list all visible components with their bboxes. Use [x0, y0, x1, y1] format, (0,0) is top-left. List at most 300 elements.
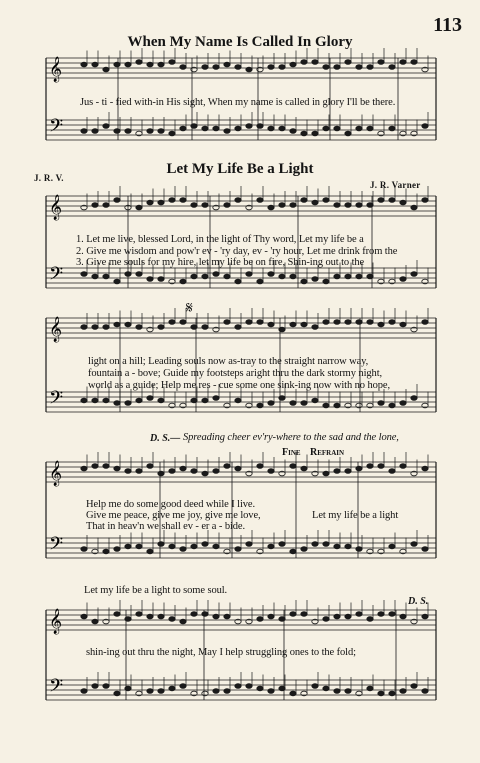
- clef-symbol: 𝄢: [49, 116, 64, 141]
- note-head: [345, 203, 351, 208]
- note-head: [81, 325, 87, 330]
- note-head: [389, 469, 395, 474]
- note-head: [290, 464, 296, 469]
- note-head: [268, 272, 274, 277]
- note-head: [213, 126, 219, 131]
- note-head: [301, 466, 307, 471]
- note-head: [213, 469, 219, 474]
- note-head: [422, 689, 428, 694]
- note-head: [334, 274, 340, 279]
- note-head: [114, 466, 120, 471]
- note-head: [224, 62, 230, 67]
- clef-symbol: 𝄢: [49, 534, 64, 559]
- note-head: [367, 686, 373, 691]
- note-head: [213, 614, 219, 619]
- note-head: [246, 124, 252, 129]
- note-head: [92, 684, 98, 689]
- note-head: [268, 65, 274, 70]
- note-head: [400, 401, 406, 406]
- note-head: [81, 398, 87, 403]
- note-head: [136, 60, 142, 65]
- note-head: [103, 684, 109, 689]
- note-head: [290, 401, 296, 406]
- note-head: [257, 124, 263, 129]
- note-head: [323, 403, 329, 408]
- note-head: [202, 126, 208, 131]
- note-head: [367, 617, 373, 622]
- note-head: [92, 274, 98, 279]
- hymn-title-when-my-name: When My Name Is Called In Glory: [127, 34, 353, 50]
- note-head: [136, 544, 142, 549]
- note-head: [136, 272, 142, 277]
- note-head: [147, 129, 153, 134]
- ds-line: Spreading cheer ev'ry-where to the sad and the lone,: [183, 432, 399, 443]
- note-head: [257, 617, 263, 622]
- note-head: [125, 469, 131, 474]
- note-head: [136, 398, 142, 403]
- note-head: [411, 272, 417, 277]
- note-head: [202, 65, 208, 70]
- note-head: [169, 617, 175, 622]
- note-head: [312, 60, 318, 65]
- note-head: [191, 398, 197, 403]
- note-head: [378, 401, 384, 406]
- page-number: 113: [433, 14, 462, 36]
- note-head: [169, 198, 175, 203]
- note-head: [213, 272, 219, 277]
- note-head: [334, 689, 340, 694]
- note-head: [169, 544, 175, 549]
- note-head: [158, 129, 164, 134]
- note-head: [202, 398, 208, 403]
- note-head: [202, 542, 208, 547]
- verse-line: Give me peace, give me joy, give me love,: [86, 510, 261, 521]
- note-head: [246, 67, 252, 72]
- note-head: [180, 279, 186, 284]
- note-head: [411, 684, 417, 689]
- note-head: [125, 322, 131, 327]
- note-head: [356, 612, 362, 617]
- note-head: [257, 279, 263, 284]
- note-head: [389, 126, 395, 131]
- note-head: [356, 547, 362, 552]
- note-head: [345, 544, 351, 549]
- note-head: [114, 401, 120, 406]
- clef-symbol: 𝄢: [49, 388, 64, 413]
- note-head: [235, 279, 241, 284]
- refrain-line: Let my life be a light: [312, 510, 399, 521]
- note-head: [334, 469, 340, 474]
- note-head: [180, 466, 186, 471]
- note-head: [169, 320, 175, 325]
- note-head: [180, 547, 186, 552]
- verse-line: 1. Let me live, blessed Lord, in the light of Thy word, Let my life be a: [76, 234, 364, 245]
- note-head: [147, 200, 153, 205]
- note-head: [147, 62, 153, 67]
- note-head: [191, 203, 197, 208]
- note-head: [422, 466, 428, 471]
- note-head: [389, 198, 395, 203]
- note-head: [180, 198, 186, 203]
- note-head: [356, 203, 362, 208]
- note-head: [268, 689, 274, 694]
- note-head: [125, 129, 131, 134]
- clef-symbol: 𝄞: [49, 317, 63, 342]
- refrain-line-bass: Let my life be a light to some soul.: [84, 585, 228, 596]
- note-head: [345, 131, 351, 136]
- note-head: [125, 272, 131, 277]
- note-head: [114, 62, 120, 67]
- note-head: [323, 320, 329, 325]
- note-head: [114, 129, 120, 134]
- verse-line: Help me do some good deed while I live.: [86, 499, 256, 510]
- note-head: [279, 65, 285, 70]
- note-head: [125, 617, 131, 622]
- note-head: [213, 689, 219, 694]
- note-head: [268, 544, 274, 549]
- note-head: [224, 320, 230, 325]
- clef-symbol: 𝄞: [49, 609, 63, 634]
- note-head: [235, 547, 241, 552]
- note-head: [323, 65, 329, 70]
- note-head: [345, 274, 351, 279]
- note-head: [323, 279, 329, 284]
- note-head: [147, 549, 153, 554]
- note-head: [400, 60, 406, 65]
- note-head: [224, 689, 230, 694]
- fine-mark: Fine: [282, 447, 301, 458]
- note-head: [246, 272, 252, 277]
- note-head: [290, 129, 296, 134]
- note-head: [257, 464, 263, 469]
- note-head: [290, 203, 296, 208]
- note-head: [279, 396, 285, 401]
- note-head: [191, 325, 197, 330]
- note-head: [191, 612, 197, 617]
- clef-symbol: 𝄢: [49, 264, 64, 289]
- note-head: [81, 62, 87, 67]
- note-head: [301, 401, 307, 406]
- note-head: [92, 129, 98, 134]
- note-head: [290, 62, 296, 67]
- note-head: [268, 126, 274, 131]
- note-head: [180, 126, 186, 131]
- note-head: [103, 67, 109, 72]
- note-head: [312, 325, 318, 330]
- note-head: [323, 617, 329, 622]
- note-head: [147, 277, 153, 282]
- note-head: [400, 322, 406, 327]
- note-head: [147, 689, 153, 694]
- note-head: [158, 277, 164, 282]
- note-head: [180, 65, 186, 70]
- note-head: [257, 320, 263, 325]
- note-head: [191, 544, 197, 549]
- note-head: [323, 126, 329, 131]
- note-head: [400, 277, 406, 282]
- note-head: [235, 325, 241, 330]
- hymn1-lyric: Jus - ti - fied with-in His sight, When my name is called in glory I'll be there.: [80, 97, 396, 108]
- note-head: [136, 469, 142, 474]
- note-head: [268, 322, 274, 327]
- note-head: [180, 619, 186, 624]
- note-head: [213, 65, 219, 70]
- note-head: [114, 612, 120, 617]
- note-head: [323, 542, 329, 547]
- note-head: [158, 614, 164, 619]
- note-head: [312, 684, 318, 689]
- note-head: [389, 403, 395, 408]
- note-head: [169, 60, 175, 65]
- note-head: [147, 396, 153, 401]
- note-head: [356, 274, 362, 279]
- note-head: [114, 547, 120, 552]
- note-head: [400, 614, 406, 619]
- note-head: [92, 398, 98, 403]
- note-head: [290, 274, 296, 279]
- note-head: [378, 464, 384, 469]
- note-head: [411, 542, 417, 547]
- note-head: [202, 203, 208, 208]
- note-head: [81, 466, 87, 471]
- note-head: [114, 279, 120, 284]
- note-head: [301, 279, 307, 284]
- note-head: [411, 205, 417, 210]
- note-head: [114, 691, 120, 696]
- note-head: [235, 684, 241, 689]
- note-head: [422, 320, 428, 325]
- note-head: [224, 203, 230, 208]
- note-head: [279, 686, 285, 691]
- note-head: [103, 398, 109, 403]
- verse-line: shin-ing out thru the night, May I help struggling ones to the fold;: [86, 647, 356, 658]
- note-head: [92, 464, 98, 469]
- note-head: [334, 65, 340, 70]
- note-head: [378, 691, 384, 696]
- note-head: [202, 471, 208, 476]
- note-head: [334, 203, 340, 208]
- note-head: [125, 401, 131, 406]
- note-head: [301, 547, 307, 552]
- note-head: [345, 689, 351, 694]
- note-head: [158, 62, 164, 67]
- note-head: [257, 403, 263, 408]
- note-head: [279, 274, 285, 279]
- note-head: [279, 327, 285, 332]
- hymn-title-let-my-life: Let My Life Be a Light: [166, 161, 314, 177]
- note-head: [334, 614, 340, 619]
- note-head: [279, 542, 285, 547]
- note-head: [367, 126, 373, 131]
- note-head: [158, 689, 164, 694]
- note-head: [356, 126, 362, 131]
- note-head: [378, 612, 384, 617]
- note-head: [301, 60, 307, 65]
- note-head: [312, 277, 318, 282]
- note-head: [158, 200, 164, 205]
- note-head: [356, 466, 362, 471]
- note-head: [411, 396, 417, 401]
- verse-line: 2. Give me wisdom and pow'r ev - 'ry day, ev - 'ry hour, Let me drink from the: [76, 246, 398, 257]
- note-head: [367, 320, 373, 325]
- note-head: [411, 60, 417, 65]
- note-head: [81, 614, 87, 619]
- note-head: [235, 126, 241, 131]
- verse-line: That in heav'n we shall ev - er a - bide.: [86, 521, 246, 532]
- note-head: [202, 274, 208, 279]
- note-head: [312, 542, 318, 547]
- note-head: [345, 320, 351, 325]
- note-head: [158, 325, 164, 330]
- note-head: [422, 198, 428, 203]
- clef-symbol: 𝄢: [49, 676, 64, 701]
- note-head: [389, 544, 395, 549]
- note-head: [169, 131, 175, 136]
- note-head: [224, 614, 230, 619]
- note-head: [147, 614, 153, 619]
- note-head: [389, 65, 395, 70]
- verse-line: 3. Give me souls for my hire, let my life be on fire, Shin-ing out to the: [76, 257, 365, 268]
- note-head: [114, 198, 120, 203]
- note-head: [169, 469, 175, 474]
- note-head: [367, 274, 373, 279]
- note-head: [257, 686, 263, 691]
- note-head: [191, 469, 197, 474]
- note-head: [301, 322, 307, 327]
- note-head: [213, 544, 219, 549]
- ds-mark: D. S.: [408, 596, 429, 607]
- note-head: [213, 396, 219, 401]
- note-head: [103, 325, 109, 330]
- note-head: [136, 205, 142, 210]
- note-head: [323, 471, 329, 476]
- note-head: [400, 200, 406, 205]
- note-head: [158, 471, 164, 476]
- note-head: [367, 65, 373, 70]
- note-head: [191, 124, 197, 129]
- note-head: [136, 612, 142, 617]
- note-head: [334, 403, 340, 408]
- note-head: [400, 689, 406, 694]
- note-head: [235, 198, 241, 203]
- note-head: [114, 322, 120, 327]
- note-head: [301, 612, 307, 617]
- note-head: [290, 322, 296, 327]
- note-head: [367, 203, 373, 208]
- note-head: [378, 198, 384, 203]
- note-head: [422, 547, 428, 552]
- note-head: [356, 320, 362, 325]
- note-head: [81, 547, 87, 552]
- note-head: [378, 322, 384, 327]
- note-head: [334, 544, 340, 549]
- note-head: [81, 272, 87, 277]
- note-head: [279, 617, 285, 622]
- clef-symbol: 𝄞: [49, 461, 63, 486]
- note-head: [323, 686, 329, 691]
- note-head: [235, 65, 241, 70]
- note-head: [290, 691, 296, 696]
- note-head: [224, 129, 230, 134]
- note-head: [301, 131, 307, 136]
- note-head: [92, 62, 98, 67]
- note-head: [136, 325, 142, 330]
- note-head: [158, 542, 164, 547]
- segno-mark: 𝄋: [186, 300, 193, 317]
- note-head: [103, 549, 109, 554]
- verse-line: fountain a - bove; Guide my footsteps aright thru the dark stormy night,: [88, 368, 383, 379]
- note-head: [180, 320, 186, 325]
- verse-line: light on a hill; Leading souls now as-tray to the straight narrow way,: [88, 356, 369, 367]
- note-head: [224, 464, 230, 469]
- note-head: [246, 684, 252, 689]
- note-head: [312, 131, 318, 136]
- note-head: [224, 274, 230, 279]
- note-head: [345, 469, 351, 474]
- note-head: [268, 401, 274, 406]
- note-head: [367, 464, 373, 469]
- note-head: [290, 612, 296, 617]
- note-head: [422, 614, 428, 619]
- note-head: [125, 62, 131, 67]
- note-head: [400, 464, 406, 469]
- note-head: [103, 464, 109, 469]
- note-head: [125, 544, 131, 549]
- note-head: [202, 612, 208, 617]
- refrain-label: Refrain: [310, 447, 345, 458]
- note-head: [202, 325, 208, 330]
- note-head: [103, 203, 109, 208]
- note-head: [103, 274, 109, 279]
- note-head: [180, 684, 186, 689]
- note-head: [323, 198, 329, 203]
- clef-symbol: 𝄞: [49, 57, 63, 82]
- note-head: [125, 686, 131, 691]
- note-head: [158, 398, 164, 403]
- note-head: [290, 549, 296, 554]
- note-head: [312, 398, 318, 403]
- note-head: [268, 469, 274, 474]
- note-head: [235, 398, 241, 403]
- note-head: [191, 274, 197, 279]
- note-head: [334, 126, 340, 131]
- note-head: [389, 320, 395, 325]
- note-head: [92, 203, 98, 208]
- words-credit: J. R. V.: [34, 173, 64, 183]
- verse-line: world as a guide; Help me res - cue some one sink-ing now with no hope,: [88, 380, 390, 391]
- note-head: [235, 466, 241, 471]
- note-head: [81, 689, 87, 694]
- note-head: [103, 124, 109, 129]
- composer-credit: J. R. Varner: [370, 180, 421, 190]
- note-head: [422, 124, 428, 129]
- note-head: [279, 203, 285, 208]
- note-head: [246, 320, 252, 325]
- note-head: [81, 129, 87, 134]
- note-head: [246, 542, 252, 547]
- note-head: [356, 65, 362, 70]
- note-head: [147, 464, 153, 469]
- note-head: [169, 686, 175, 691]
- note-head: [312, 200, 318, 205]
- note-head: [92, 619, 98, 624]
- note-head: [279, 126, 285, 131]
- note-head: [389, 612, 395, 617]
- note-head: [301, 198, 307, 203]
- note-head: [378, 60, 384, 65]
- clef-symbol: 𝄞: [49, 195, 63, 220]
- note-head: [345, 60, 351, 65]
